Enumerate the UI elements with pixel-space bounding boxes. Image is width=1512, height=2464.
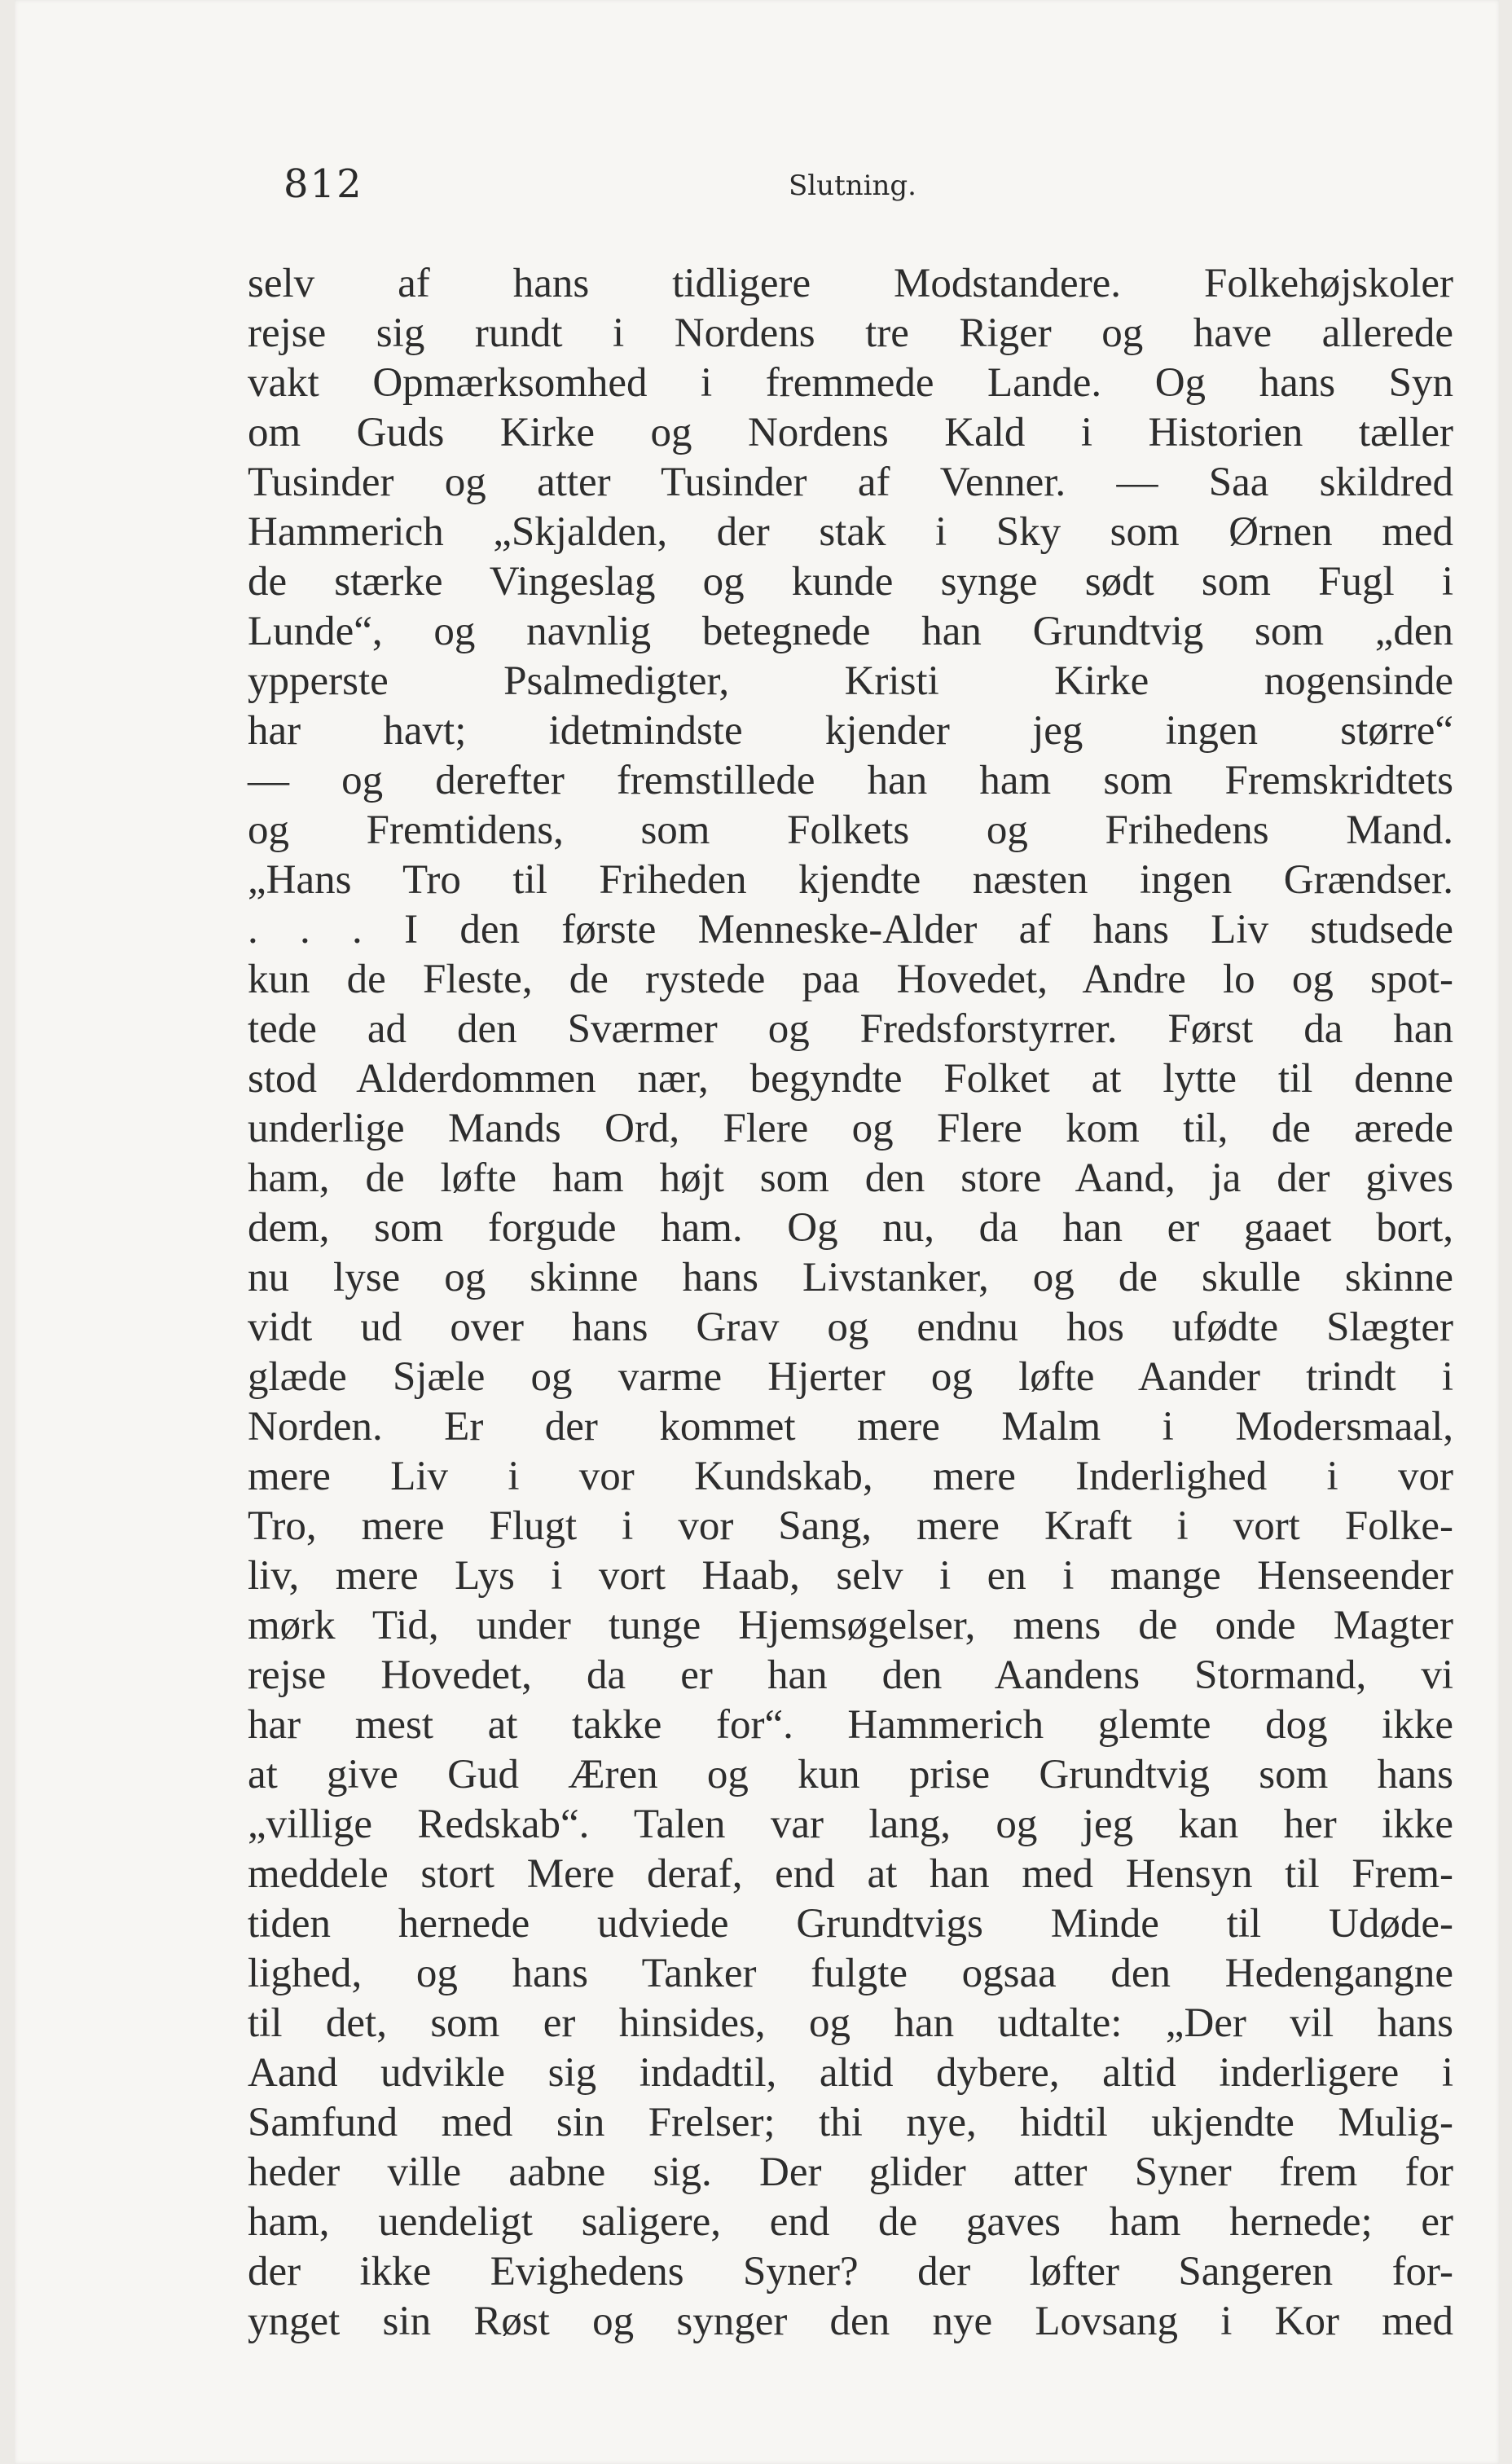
text-line: mere Liv i vor Kundskab, mere Inderlighed i vor (248, 1454, 1453, 1499)
text-line: om Guds Kirke og Nordens Kald i Historien tæller (248, 410, 1453, 455)
text-line: meddele stort Mere deraf, end at han med Hensyn til Frem- (248, 1851, 1453, 1897)
text-line: stod Alderdommen nær, begyndte Folket at lytte til denne (248, 1056, 1453, 1102)
text-line: vidt ud over hans Grav og endnu hos ufødte Slægter (248, 1305, 1453, 1350)
text-line: vakt Opmærksomhed i fremmede Lande. Og hans Syn (248, 360, 1453, 406)
text-line: lighed, og hans Tanker fulgte ogsaa den Hedengangne (248, 1951, 1453, 1996)
text-line: Tusinder og atter Tusinder af Venner. — Saa skildred (248, 460, 1453, 505)
text-line: Tro, mere Flugt i vor Sang, mere Kraft i vort Folke- (248, 1503, 1453, 1549)
text-line: at give Gud Æren og kun prise Grundtvig som hans (248, 1752, 1453, 1797)
body-text (248, 259, 1453, 2347)
text-line: har havt; idetmindste kjender jeg ingen større“ (248, 708, 1453, 754)
text-line: underlige Mands Ord, Flere og Flere kom til, de ærede (248, 1106, 1453, 1151)
text-line: ham, de løfte ham højt som den store Aand, ja der gives (248, 1155, 1453, 1201)
text-line: og Fremtidens, som Folkets og Frihedens Mand. (248, 807, 1453, 853)
text-line: glæde Sjæle og varme Hjerter og løfte Aander trindt i (248, 1354, 1453, 1400)
running-head: Slutning. (789, 169, 916, 202)
text-line: Hammerich „Skjalden, der stak i Sky som Ørnen med (248, 509, 1453, 555)
text-line: „Hans Tro til Friheden kjendte næsten ingen Grændser. (248, 857, 1453, 903)
text-line: ynget sin Røst og synger den nye Lovsang i Kor med (248, 2299, 1453, 2344)
page-number: 812 (284, 161, 363, 207)
text-line: Samfund med sin Frelser; thi nye, hidtil ukjendte Mulig- (248, 2100, 1453, 2145)
text-line: heder ville aabne sig. Der glider atter Syner frem for (248, 2149, 1453, 2195)
text-line: nu lyse og skinne hans Livstanker, og de skulle skinne (248, 1255, 1453, 1300)
text-line: — og derefter fremstillede han ham som Fremskridtets (248, 758, 1453, 803)
text-line: „villige Redskab“. Talen var lang, og jeg kan her ikke (248, 1802, 1453, 1847)
text-line: til det, som er hinsides, og han udtalte: „Der vil hans (248, 2000, 1453, 2046)
page-header (284, 161, 1440, 218)
text-line: Lunde“, og navnlig betegnede han Grundtvig som „den (248, 609, 1453, 654)
text-line: kun de Fleste, de rystede paa Hovedet, Andre lo og spot- (248, 957, 1453, 1002)
text-line: dem, som forgude ham. Og nu, da han er gaaet bort, (248, 1205, 1453, 1251)
text-line: har mest at takke for“. Hammerich glemte dog ikke (248, 1702, 1453, 1748)
text-line: tede ad den Sværmer og Fredsforstyrrer. Først da han (248, 1006, 1453, 1052)
book-page (15, 0, 1499, 2464)
text-line: tiden hernede udviede Grundtvigs Minde til Udøde- (248, 1901, 1453, 1947)
text-line: selv af hans tidligere Modstandere. Folkehøjskoler (248, 261, 1453, 306)
text-line: ypperste Psalmedigter, Kristi Kirke nogensinde (248, 658, 1453, 704)
text-line: mørk Tid, under tunge Hjemsøgelser, mens de onde Magter (248, 1603, 1453, 1648)
text-line: der ikke Evighedens Syner? der løfter Sangeren for- (248, 2249, 1453, 2295)
text-line: ham, uendeligt saligere, end de gaves ham hernede; er (248, 2199, 1453, 2245)
text-line: rejse sig rundt i Nordens tre Riger og have allerede (248, 310, 1453, 356)
text-line: . . . I den første Menneske-Alder af hans Liv studsede (248, 907, 1453, 953)
text-line: de stærke Vingeslag og kunde synge sødt som Fugl i (248, 559, 1453, 605)
text-line: liv, mere Lys i vort Haab, selv i en i mange Henseender (248, 1553, 1453, 1599)
text-line: Norden. Er der kommet mere Malm i Modersmaal, (248, 1404, 1453, 1450)
text-line: Aand udvikle sig indadtil, altid dybere, altid inderligere i (248, 2050, 1453, 2096)
text-line: rejse Hovedet, da er han den Aandens Stormand, vi (248, 1652, 1453, 1698)
